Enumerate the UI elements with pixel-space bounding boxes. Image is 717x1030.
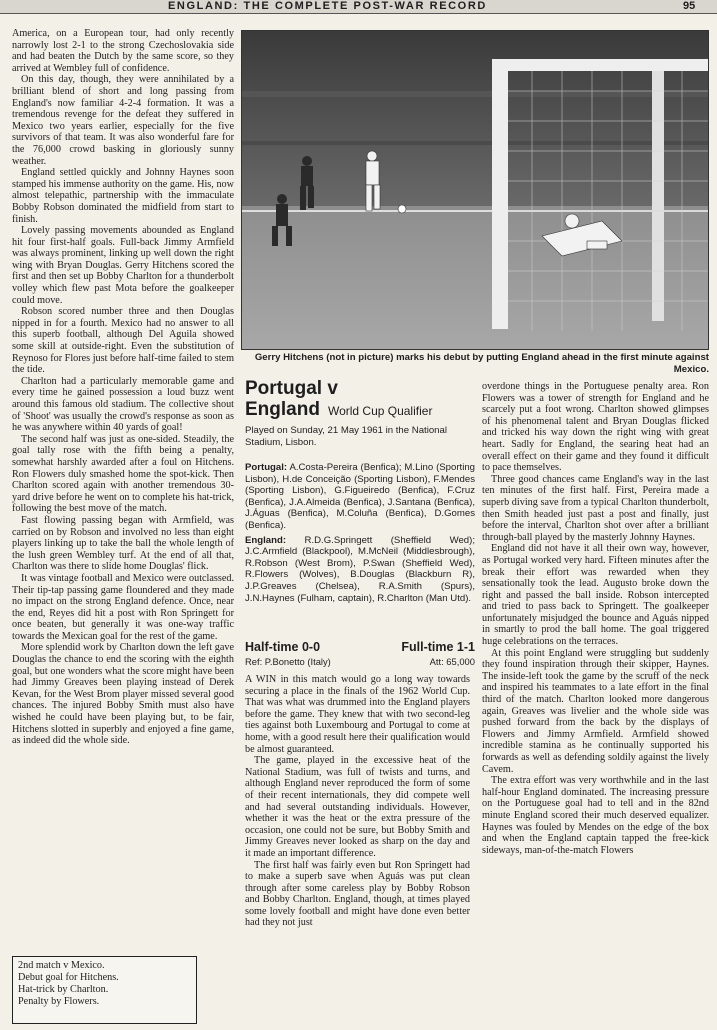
column-left — [12, 28, 234, 747]
paragraph: overdone things in the Portuguese penalty area. Ron Flowers was a tower of strength for England and he scarcely put a foot wrong. Charlton showed glimpses of his phenomenal talent and Bryan Douglas flicked and tricked his way down the right wing with great heart. Sadly for England, the searing heat had an overall effect on their game and they found it difficult to pace themselves. — [482, 381, 709, 474]
team-lineups — [245, 462, 475, 607]
note-line: Debut goal for Hitchens. — [18, 972, 119, 983]
paragraph: On this day, though, they were annihilated by a brilliant blend of short and long passing from England's now familiar 4-2-4 formation. It was a tremendous revenge for the defeat they suffered in Mexico two years earlier, especially for the five survivors of that team. It was also wonderful fare for the 76,000 crowd basking in gloriously sunny weather. — [12, 74, 234, 167]
team-players: R.D.G.Springett (Sheffield Wed); J.C.Armfield (Blackpool), M.McNeil (Middlesbrough), R.Robson (West Brom), P.Swan (Sheffield Wed), R.Flowers (Wolves), B.Douglas (Blackburn R), J.P.Greaves (Chelsea), R.A.Smith (Spurs), J.N.Haynes (Fulham, captain), R.Charlton (Man Utd). — [245, 534, 475, 604]
paragraph: Robson scored number three and then Douglas nipped in for a fourth. Mexico had no answer to all this superb football, although Del Aguila showed some skill at outside-right. Even the substitution of Reynoso for Flores just before half-time failed to stem the tide. — [12, 306, 234, 376]
team-label: Portugal: — [245, 462, 288, 473]
paragraph: Three good chances came England's way in the last ten minutes of the first half. First, Pereira made a superb diving save from a typical Charlton thunderbolt, then Smith headed just past a post and finally, just before the interval, Charlton shot over after a brilliant through-ball played by the masterly Johnny Haynes. — [482, 473, 709, 543]
paragraph: The game, played in the excessive heat of the National Stadium, was full of twists and turns, and although England never reproduced the form of some of their recent internationals, they did compete well and had several outstanding individuals. However, whether it was the heat or the extra pressure of the occasion, one could not be sure, but Bobby Smith and Jimmy Greaves never looked as sharp on the day and it made an important difference. — [245, 755, 470, 859]
match-photo — [241, 30, 709, 350]
attendance: Att: 65,000 — [429, 656, 475, 667]
note-line: 2nd match v Mexico. — [18, 960, 105, 971]
paragraph: England did not have it all their own way, however, as Portugal worked very hard. Fifteen minutes after the break their effort was rewarded when they sensationally took the lead. Augusto broke down the right and passed the ball inside. Robson intercepted and tried to pass back to Springett. The goalkeeper unfortunately misjudged the bounce and Aguás nipped in smartly to prod the ball home. The goal triggered huge celebrations on the terraces. — [482, 543, 709, 648]
match-notes-box — [12, 956, 197, 1024]
paragraph: At this point England were struggling but suddenly they found inspiration through their skipper, Haynes. The inside-left took the game by the scruff of the neck and inspired his teammates to a late effort in the final third of the match. Charlton looked more dangerous again, Greaves was livelier and the whole side was pushed forward from the back by the displays of Flowers and Jimmy Armfield. Armfield showed incredible stamina as he continually supported his forwards as well as defending soldily against the lively Cavem. — [482, 647, 709, 775]
column-middle — [245, 674, 470, 929]
score-line — [245, 640, 475, 654]
paragraph: America, on a European tour, had only recently narrowly lost 2-1 to the strong Czechoslovakia side and had beaten the Dutch by the same score, so they arrived at Wembley full of confidence. — [12, 28, 234, 74]
match-title-line2: England — [245, 399, 320, 420]
referee: Ref: P.Bonetto (Italy) — [245, 656, 331, 667]
match-title-line1: Portugal v — [245, 378, 338, 399]
paragraph: The first half was fairly even but Ron Springett had to make a superb save when Aguás was put clean through after some careless play by Bobby Robson and Bobby Charlton. England, though, at times played some lovely football and might have done even better had they not just — [245, 859, 470, 929]
running-title: ENGLAND: THE COMPLETE POST-WAR RECORD — [168, 0, 487, 12]
paragraph: A WIN in this match would go a long way towards securing a place in the finals of the 1962 World Cup. That was what was drummed into the England players before the game. They knew that with two second-leg ties against both Luxembourg and Portugal to come at home, with a good result here their qualification would be almost guaranteed. — [245, 674, 470, 755]
paragraph: Charlton had a particularly memorable game and every time he gained possession a loud buzz went around this famous old stadium. The collective shout of 'Shoot' was usually the crowd's response as soon as he was anywhere within 40 yards of goal! — [12, 375, 234, 434]
paragraph: The second half was just as one-sided. Steadily, the goal tally rose with the fifth being a penalty, somewhat harshly awarded after a foul on Hitchens. Ron Flowers duly smashed home the spot-kick. Then Charlton scored again with another tremendous 30-yard drive before he went on to complete his hat-trick, following the best move of the match. — [12, 433, 234, 515]
match-photo-illustration — [242, 31, 709, 350]
paragraph: Lovely passing movements abounded as England hit four first-half goals. Full-back Jimmy Armfield was always prominent, linking up well down the right wing with Bryan Douglas. Gerry Hitchens scored the first and then set up Bobby Charlton for a thunderbolt volley which flew past Mota before the goalkeeper could move. — [12, 225, 234, 306]
referee-attendance — [245, 656, 475, 667]
running-header — [0, 0, 717, 14]
competition-label: World Cup Qualifier — [327, 404, 433, 418]
paragraph: Fast flowing passing began with Armfield, was carried on by Robson and involved no less than eight players linking up to take the ball the whole length of the lush green Wembley turf. At the end of all that, Charlton was there to slide home Douglas' flick. — [12, 514, 234, 573]
paragraph: England settled quickly and Johnny Haynes soon stamped his immense authority on the game. His, now almost telepathic, partnership with the immaculate Bobby Robson dominated the midfield from start to finish. — [12, 167, 234, 225]
match-heading — [245, 378, 477, 420]
team-players: A.Costa-Pereira (Benfica); M.Lino (Sporting Lisbon), H.de Conceição (Sporting Lisbon), F.Mendes (Sporting Lisbon), G.Figueiredo (Benfica), F.Cruz (Benfica), J.A.Almeida (Benfica), J.Santana (Benfica), J.Águas (Benfica), M.Coluña (Benfica), D.Gomes (Benfica). — [245, 462, 475, 531]
note-line: Hat-trick by Charlton. — [18, 984, 109, 995]
full-time-score: Full-time 1-1 — [401, 640, 475, 654]
paragraph: More splendid work by Charlton down the left gave Douglas the chance to end the scoring with the eighth goal, but one wonders what the score might have been had Jimmy Greaves been playing instead of Derek Kevan, for the West Brom player missed several good chances. The injured Bobby Smith must also have wished he could have been playing but, to be fair, Hitchens slotted in superbly and enjoyed a fine game, as indeed did the whole side. — [12, 642, 234, 747]
column-right — [482, 381, 709, 856]
half-time-score: Half-time 0-0 — [245, 640, 321, 654]
match-venue: Played on Sunday, 21 May 1961 in the National Stadium, Lisbon. — [245, 425, 447, 448]
team-label: England: — [245, 534, 287, 546]
paragraph: It was vintage football and Mexico were outclassed. Their tip-tap passing game floundered and they made no impact on the strong England defence. Once, near the end, Reyes did hit a post with Ron Springett for once beaten, but generally it was one-way traffic towards the Mexican goal for the rest of the game. — [12, 572, 234, 642]
portugal-lineup — [245, 462, 475, 532]
photo-caption: Gerry Hitchens (not in picture) marks his debut by putting England ahead in the first minute against Mexico. — [254, 352, 709, 375]
england-lineup — [245, 535, 475, 605]
paragraph: The extra effort was very worthwhile and in the last half-hour England dominated. The increasing pressure on the Portuguese goal had to tell and in the 82nd minute England scored their much deserved equalizer. Haynes was fouled by Mendes on the edge of the box and when the England captain tapped the free-kick sideways, man-of-the-match Flowers — [482, 775, 709, 856]
page-number: 95 — [683, 0, 696, 12]
note-line: Penalty by Flowers. — [18, 996, 100, 1007]
